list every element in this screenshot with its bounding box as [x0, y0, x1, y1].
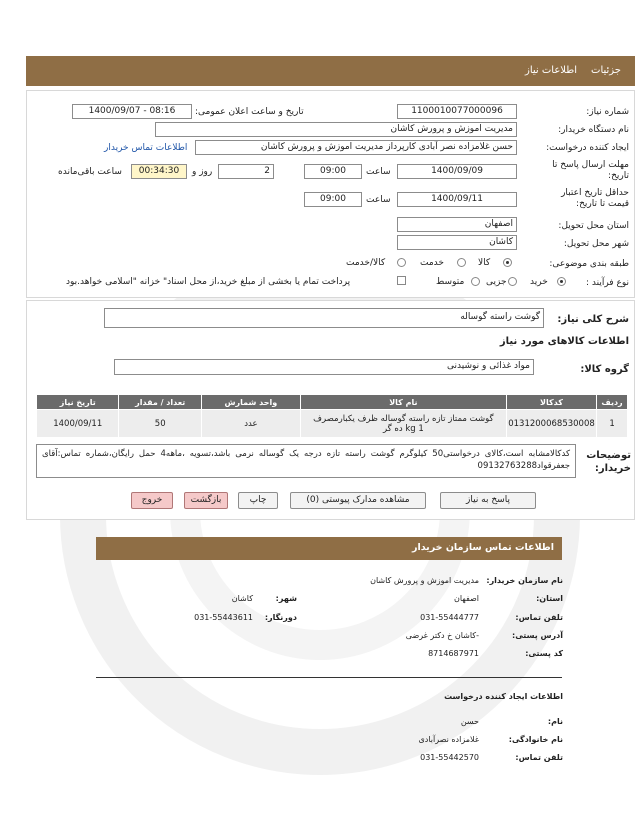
announce-label: تاریخ و ساعت اعلان عمومی: — [195, 107, 304, 117]
buyer-notes-field: کدکالامشابه است،کالای درخواستی50 کیلوگرم گوشت راسته تازه درجه یک گوساله نرمی باشد،تسویه ،ماهه4 حمل رایگان،شماره تماس:آقای جعفرقواد09132763288 — [36, 444, 576, 478]
creator-phone-label: تلفن تماس: — [515, 753, 563, 762]
buyer-contact-link[interactable]: اطلاعات تماس خریدار — [104, 143, 188, 153]
cell-unit: عدد — [201, 410, 300, 438]
province-label: استان محل تحویل: — [558, 221, 629, 231]
province-field: اصفهان — [397, 217, 517, 232]
category-service-radio[interactable] — [457, 258, 466, 267]
col-code: کدکالا — [506, 395, 596, 410]
category-goods-service-radio[interactable] — [397, 258, 406, 267]
requester-label: ایجاد کننده درخواست: — [546, 143, 629, 153]
creator-name-label: نام: — [547, 717, 563, 726]
contact-address-value: -کاشان خ دکتر غرضی — [405, 631, 479, 640]
creator-name-value: حسن — [460, 717, 479, 726]
validity-date-field: 1400/09/11 — [397, 192, 517, 207]
contact-city-label: شهر: — [275, 594, 297, 603]
deadline-time-label: ساعت — [366, 167, 391, 177]
city-field: کاشان — [397, 235, 517, 250]
creator-section-title: اطلاعات ایجاد کننده درخواست — [444, 692, 563, 701]
group-field: مواد غذائی و نوشیدنی — [114, 359, 534, 375]
print-button[interactable]: چاپ — [238, 492, 278, 509]
creator-family-value: غلامزاده نصرآبادی — [418, 735, 479, 744]
exit-button[interactable]: خروج — [131, 492, 173, 509]
cell-name: گوشت ممتاز تازه راسته گوساله ظرف یکبارمصرف 1 kg ده گر — [300, 410, 506, 438]
breadcrumb-details[interactable]: جزئیات — [591, 65, 621, 76]
payment-note: پرداخت تمام یا بخشی از مبلغ خرید،از محل اسناد" خزانه "اسلامی خواهد.بود — [66, 277, 351, 287]
contact-province-label: استان: — [536, 594, 563, 603]
category-goods-service-label: کالا/خدمت — [346, 258, 386, 268]
contact-org-value: مدیریت اموزش و پرورش کاشان — [370, 576, 479, 585]
deadline-label: مهلت ارسال پاسخ تا تاریخ: — [552, 160, 629, 181]
process-minor-radio[interactable] — [557, 277, 566, 286]
validity-label: حداقل تاریخ اعتبار قیمت تا تاریخ: — [561, 188, 629, 209]
process-medium-label: متوسط — [436, 277, 465, 287]
contact-phone-value: 031-55444777 — [420, 613, 479, 622]
items-table-header — [37, 395, 628, 410]
category-label: طبقه بندی موضوعی: — [549, 259, 629, 269]
goods-info-title: اطلاعات کالاهای مورد نیاز — [499, 336, 629, 347]
process-minor-label: خرید — [530, 277, 548, 287]
days-field: 2 — [218, 164, 274, 179]
col-unit: واحد شمارش — [201, 395, 300, 410]
page-title-bar — [26, 56, 635, 86]
contact-postal-value: 8714687971 — [428, 649, 479, 658]
contact-fax-value: 031-55443611 — [194, 613, 253, 622]
validity-time-label: ساعت — [366, 195, 391, 205]
attachments-button[interactable]: مشاهده مدارک پیوستی (0) — [290, 492, 426, 509]
need-number-field: 1100010077000096 — [397, 104, 517, 119]
col-row: ردیف — [597, 395, 628, 410]
general-desc-field: گوشت راسته گوساله — [104, 308, 544, 328]
breadcrumb-current: اطلاعات نیاز — [525, 65, 577, 76]
days-label: روز و — [192, 167, 213, 177]
contact-fax-label: دورنگار: — [264, 613, 297, 622]
payment-checkbox[interactable] — [397, 276, 406, 285]
deadline-date-field: 1400/09/09 — [397, 164, 517, 179]
creator-phone-value: 031-55442570 — [420, 753, 479, 762]
validity-time-field: 09:00 — [304, 192, 362, 207]
category-goods-radio[interactable] — [503, 258, 512, 267]
contact-postal-label: کد پستی: — [525, 649, 563, 658]
buyer-org-label: نام دستگاه خریدار: — [558, 125, 629, 135]
process-label: نوع فرآیند : — [586, 278, 629, 288]
buyer-org-field: مدیریت اموزش و پرورش کاشان — [155, 122, 517, 137]
cell-date: 1400/09/11 — [37, 410, 119, 438]
contact-city-value: کاشان — [231, 594, 253, 603]
col-qty: تعداد / مقدار — [119, 395, 201, 410]
process-medium-radio[interactable] — [471, 277, 480, 286]
reply-button[interactable]: پاسخ به نیاز — [440, 492, 536, 509]
contact-phone-label: تلفن تماس: — [515, 613, 563, 622]
buyer-notes-label: توضیحات خریدار: — [586, 450, 631, 474]
announce-field: 1400/09/07 - 08:16 — [72, 104, 192, 119]
contact-address-label: آدرس پستی: — [512, 631, 563, 640]
remaining-time-field: 00:34:30 — [131, 164, 187, 179]
category-goods-label: کالا — [478, 258, 491, 268]
col-date: تاریخ نیاز — [37, 395, 119, 410]
contact-section-title: اطلاعات تماس سازمان خریدار — [96, 537, 562, 560]
city-label: شهر محل تحویل: — [563, 239, 629, 249]
cell-row: 1 — [597, 410, 628, 438]
contact-divider — [96, 677, 562, 678]
process-partial-radio[interactable] — [508, 277, 517, 286]
table-row — [37, 410, 628, 438]
cell-qty: 50 — [119, 410, 201, 438]
requester-field: حسن غلامزاده نصر آبادی کارپرداز مدیریت اموزش و پرورش کاشان — [195, 140, 517, 155]
deadline-time-field: 09:00 — [304, 164, 362, 179]
cell-code: 0131200068530008 — [506, 410, 596, 438]
category-service-label: خدمت — [420, 258, 444, 268]
process-partial-label: جزیی — [486, 277, 507, 287]
col-name: نام کالا — [300, 395, 506, 410]
contact-province-value: اصفهان — [453, 594, 479, 603]
group-label: گروه کالا: — [580, 364, 629, 375]
items-table — [36, 394, 628, 438]
general-desc-label: شرح کلی نیاز: — [557, 314, 629, 325]
need-number-label: شماره نیاز: — [586, 107, 629, 117]
back-button[interactable]: بازگشت — [184, 492, 228, 509]
creator-family-label: نام خانوادگی: — [508, 735, 563, 744]
contact-org-label: نام سازمان خریدار: — [486, 576, 563, 585]
remaining-label: ساعت باقی‌مانده — [58, 167, 122, 177]
